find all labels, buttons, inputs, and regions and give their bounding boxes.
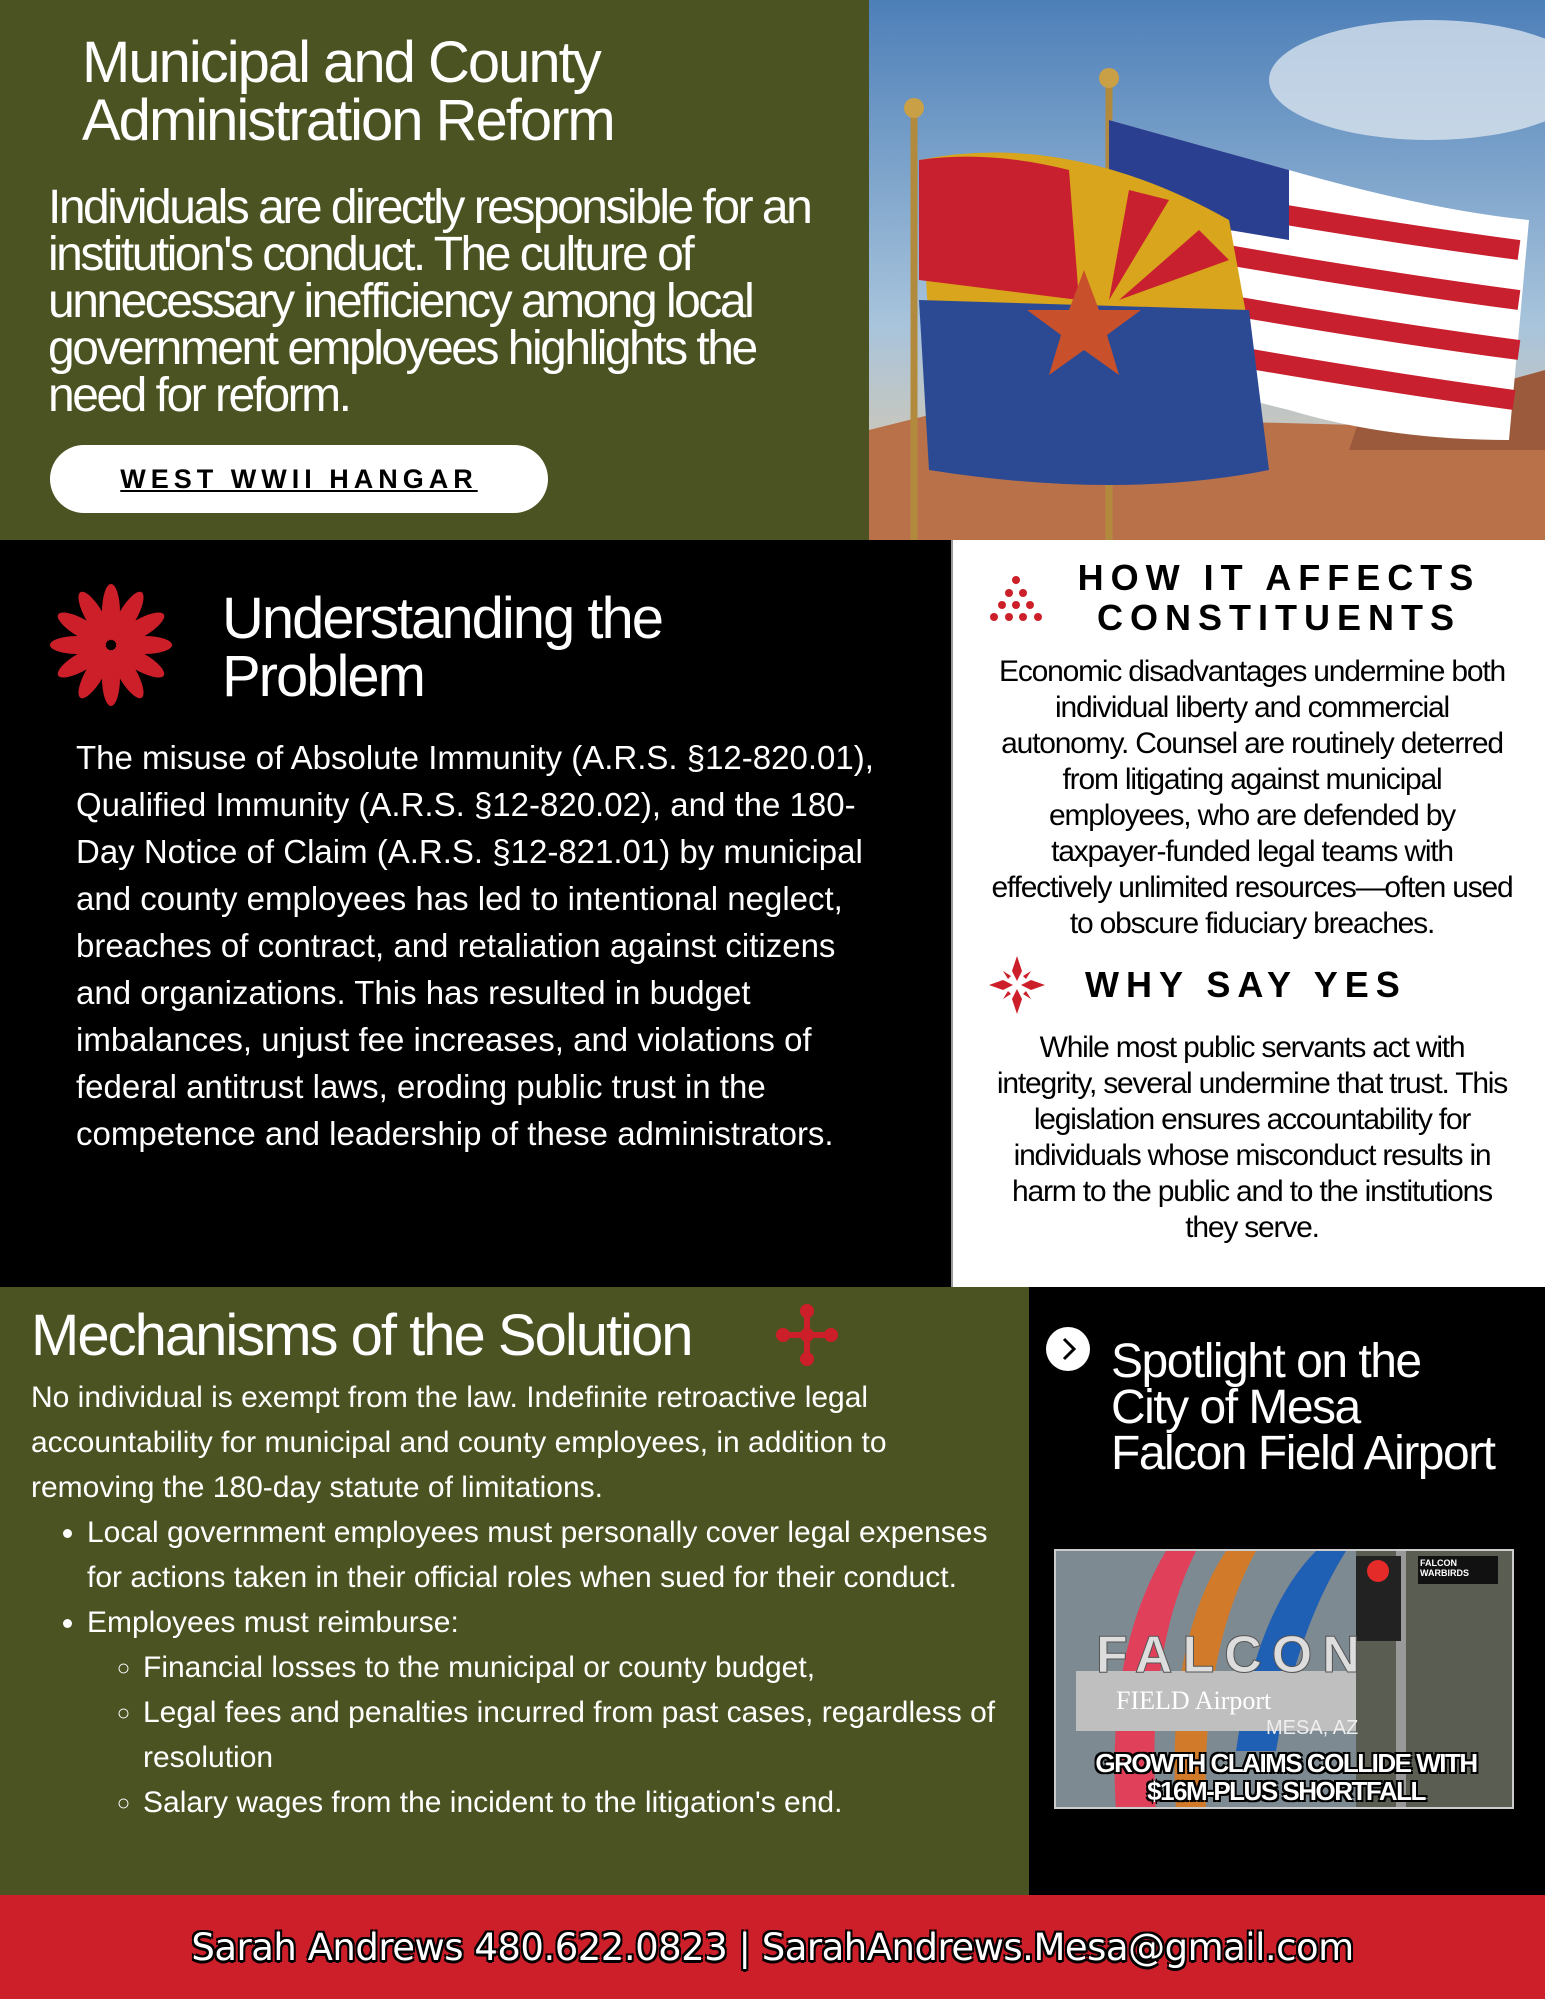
page-title: Municipal and County Administration Reform	[82, 30, 614, 153]
photo-logo: FALCON WARBIRDS	[1420, 1558, 1469, 1578]
photo-caption: GROWTH CLAIMS COLLIDE WITH $16M-PLUS SHORTFALL	[1095, 1748, 1477, 1806]
red-cross-icon	[775, 1303, 839, 1367]
arizona-us-flag-image	[869, 0, 1545, 540]
red-burst-icon	[48, 582, 174, 708]
solution-sub-bullet: ◦ Salary wages from the incident to the litigation's end.	[143, 1780, 1016, 1825]
solution-section	[0, 1287, 1029, 1895]
affects-heading: HOW IT AFFECTS CONSTITUENTS	[1077, 557, 1481, 638]
contact-info[interactable]: Sarah Andrews 480.622.0823 | SarahAndrews.Mesa@gmail.com	[191, 1925, 1354, 1969]
problem-heading: Understanding the Problem	[222, 586, 662, 709]
contact-footer	[0, 1895, 1545, 1999]
photo-sign-city: MESA, AZ	[1266, 1717, 1359, 1739]
intro-text: Individuals are directly responsible for an institution's conduct. The culture of unnecessary inefficiency among local government employees highlights the need for reform.	[48, 181, 811, 422]
header-section	[0, 0, 869, 540]
photo-sign-sub: FIELD Airport	[1116, 1686, 1272, 1715]
solution-sub-bullet: ◦ Financial losses to the municipal or county budget,	[143, 1645, 1016, 1690]
solution-bullet: • Local government employees must personally cover legal expenses for actions taken in their official roles when sued for their conduct.	[87, 1510, 1016, 1600]
solution-intro: No individual is exempt from the law. Indefinite retroactive legal accountability for municipal and county employees, in addition to removing the 180-day statute of limitations.	[31, 1381, 887, 1504]
west-wwii-hangar-button[interactable]: WEST WWII HANGAR	[50, 445, 548, 513]
problem-body: The misuse of Absolute Immunity (A.R.S. §12-820.01), Qualified Immunity (A.R.S. §12-820.02), and the 180-Day Notice of Claim (A.R.S. §12-821.01) by municipal and county employees has led to intentional neglect, breaches of contract, and retaliation against citizens and organizations. This has resulted in budget imbalances, unjust fee increases, and violations of federal antitrust laws, eroding public trust in the competence and leadership of these administrators.	[76, 739, 874, 1152]
understanding-problem-section	[0, 540, 951, 1287]
solution-bullet: • Employees must reimburse: ◦ Financial losses to the municipal or county budget, ◦ Legal fees and penalties incurred from past cases, regardless of resolution ◦ Salary wages from the incident to the litigation's end.	[87, 1600, 1016, 1825]
photo-sign-main: FALCON	[1096, 1626, 1370, 1684]
dot-triangle-icon	[989, 575, 1043, 621]
why-say-yes-heading: WHY SAY YES	[1085, 964, 1407, 1005]
why-say-yes-body: While most public servants act with integrity, several undermine that trust. This legislation ensures accountability for individuals whose misconduct results in harm to the public and to the institutions they serve.	[996, 1031, 1508, 1244]
red-star-cluster-icon	[989, 956, 1045, 1014]
constituents-section	[951, 540, 1545, 1287]
solution-sub-bullet: ◦ Legal fees and penalties incurred from past cases, regardless of resolution	[143, 1690, 1016, 1780]
falcon-field-photo[interactable]	[1054, 1549, 1514, 1809]
spotlight-section	[1029, 1287, 1545, 1895]
chevron-right-icon[interactable]	[1046, 1327, 1090, 1371]
affects-body: Economic disadvantages undermine both individual liberty and commercial autonomy. Counsel are routinely deterred from litigating against municipal employees, who are defended by taxpayer-funded legal teams with effectively unlimited resources—often used to obscure fiduciary breaches.	[991, 655, 1513, 940]
spotlight-heading: Spotlight on the City of Mesa Falcon Field Airport	[1111, 1335, 1495, 1480]
solution-heading: Mechanisms of the Solution	[31, 1303, 692, 1368]
